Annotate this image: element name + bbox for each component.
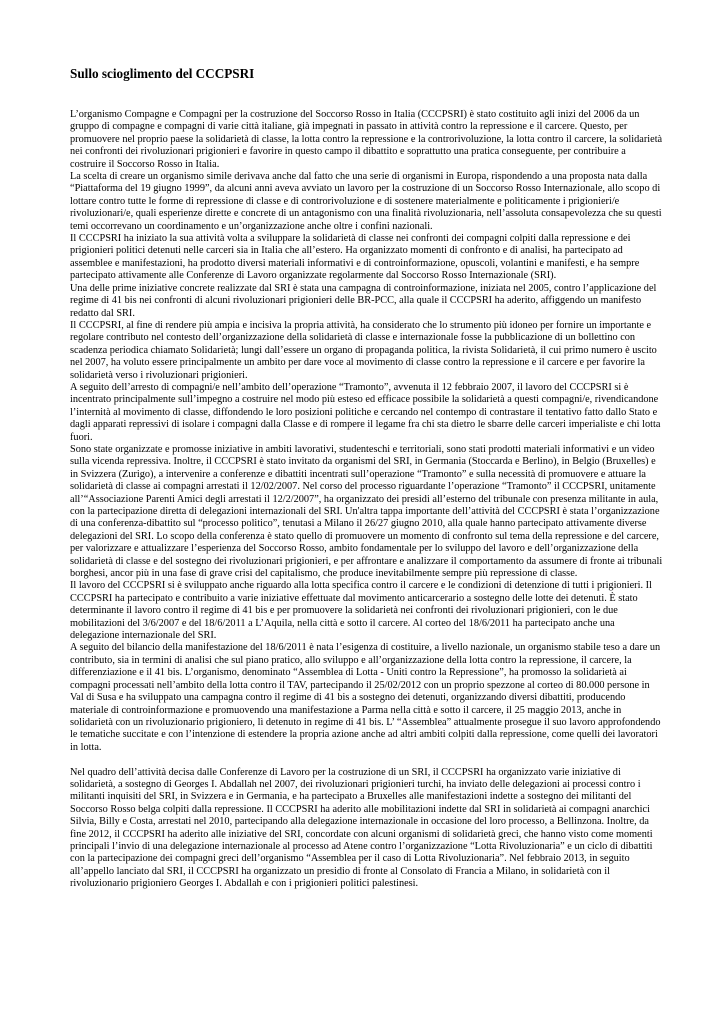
paragraph: L’organismo Compagne e Compagni per la costruzione del Soccorso Rosso in Italia (CCCPSRI) è stato costituito agli inizi del 2006 da un gruppo di compagne e compagni di varie città italiane, già impegnati in passato in attività contro la repressione e il carcere. Questo, per promuovere nel proprio paese la solidarietà di classe, la lotta contro la repressione e la controrivoluzione, la lotta contro il carcere, la solidarietà nei confronti dei rivoluzionari prigionieri e favorire in questo campo il dibattito e soprattutto una pratica conseguente, per contribuire a costruire il Soccorso Rosso in Italia. (70, 109, 663, 170)
paragraph: Sono state organizzate e promosse iniziative in ambiti lavorativi, studenteschi e territoriali, sono stati prodotti materiali informativi e un video sulla vicenda repressiva. Inoltre, il CCCPSRI è stato invitato da organismi del SRI, in Germania (Stoccarda e Berlino), in Belgio (Bruxelles) e in Svizzera (Zurigo), a intervenire a conferenze e dibattiti incentrati sull’operazione “Tramonto” e sulla necessità di promuovere e attuare la solidarietà di classe ai compagni arrestati il 12/02/2007. Nel corso del processo riguardante l’operazione “Tramonto” il CCCPSRI, unitamente all’“Associazione Parenti Amici degli arrestati il 12/2/2007”, ha organizzato dei presidi all’esterno del tribunale con presenza militante in aula, con la partecipazione diretta di delegazioni internazionali del SRI. Un'altra tappa importante dell’attività del CCCPSRI è stata l’organizzazione di una conferenza-dibattito sul “processo politico”, tenutasi a Milano il 26/27 giugno 2010, alla quale hanno partecipato attivamente diverse delegazioni del SRI. Lo scopo della conferenza è stato quello di promuovere un momento di confronto sul tema della repressione e del carcere, per valorizzare e attualizzare l’esperienza del Soccorso Rosso, ambito fondamentale per lo sviluppo del lavoro e dell’organizzazione della solidarietà di classe e del sostegno dei rivoluzionari prigionieri, e per affrontare e analizzare il comportamento da assumere di fronte ai tribunali borghesi, ancor più in una fase di grave crisi del capitalismo, che produce inevitabilmente sempre più repressione di classe. (70, 443, 663, 580)
paragraph: Il CCCPSRI, al fine di rendere più ampia e incisiva la propria attività, ha considerato che lo strumento più idoneo per fornire un importante e regolare contributo nel contesto dell’organizzazione della solidarietà di classe e internazionale fosse la pubblicazione di un bollettino con scadenza periodica chiamato Solidarietà; lungi dall’essere un organo di propaganda politica, la rivista Solidarietà, il cui primo numero è uscito nel 2007, ha voluto essere principalmente un ambito per dare voce al movimento di classe contro la repressione e il carcere e per favorire la solidarietà verso i rivoluzionari prigionieri. (70, 319, 657, 381)
document-body (70, 109, 664, 891)
paragraph: La scelta di creare un organismo simile derivava anche dal fatto che una serie di organismi in Europa, rispondendo a una proposta nata dalla “Piattaforma del 19 giugno 1999”, da alcuni anni aveva avviato un lavoro per la costruzione di un Soccorso Rosso Internazionale, allo scopo di lottare contro tutte le forme di repressione di classe e di controrivoluzione e di sostenere materialmente e politicamente i prigionieri/e rivoluzionari/e, quali esperienze dirette e concrete di un antagonismo con una finalità rivoluzionaria, nell’assoluta consapevolezza che su questi temi occorrevano un coordinamento e un’organizzazione anche oltre i confini nazionali. (70, 171, 662, 232)
document-title: Sullo scioglimento del CCCPSRI (70, 66, 255, 81)
paragraph: A seguito del bilancio della manifestazione del 18/6/2011 è nata l’esigenza di costituire, a livello nazionale, un organismo stabile teso a dare un contributo, sia in termini di analisi che sul piano pratico, allo sviluppo e all’organizzazione della lotta contro la repressione, il carcere, la differenziazione e il 41 bis. L’organismo, denominato “Assemblea di Lotta - Uniti contro la Repressione”, ha promosso la solidarietà ai compagni processati nell’ambito della lotta contro il TAV, partecipando il 25/02/2012 con un proprio spezzone al corteo di 80.000 persone in Val di Susa e ha sviluppato una campagna contro il regime di 41 bis a sostegno dei detenuti, organizzando diversi dibattiti, producendo materiale di controinformazione e promuovendo una manifestazione a Parma nella città e sotto il carcere, il 25 maggio 2013, anche in solidarietà con un rivoluzionario prigioniero, lì detenuto in regime di 41 bis. L’ “Assemblea” attualmente prosegue il suo lavoro approfondendo le tematiche succitate e con l’intenzione di estendere la propria azione anche ad altri ambiti colpiti dalla repressione, come quelli dei lavoratori in lotta. (70, 642, 661, 753)
paragraph: Una delle prime iniziative concrete realizzate dal SRI è stata una campagna di controinformazione, iniziata nel 2005, contro l’applicazione del regime di 41 bis nei confronti di alcuni rivoluzionari prigionieri delle BR-PCC, alla quale il CCCPSRI ha aderito, affiggendo un manifesto redatto dal SRI. (70, 282, 657, 319)
paragraph: A seguito dell’arresto di compagni/e nell’ambito dell’operazione “Tramonto”, avvenuta il 12 febbraio 2007, il lavoro del CCCPSRI si è incentrato principalmente sull’impegno a costruire nel modo più esteso ed efficace possibile la solidarietà a questi compagni/e, rivendicandone l’internità al movimento di classe, diffondendo le loro posizioni politiche e cercando nel contempo di contrastare il tentativo fatto dallo Stato e dagli apparati repressivi di isolare i compagni dalla Classe e di rompere il legame fra chi sta dietro le sbarre delle carceri imperialiste e chi lotta fuori. (70, 381, 661, 443)
paragraph: Il lavoro del CCCPSRI si è sviluppato anche riguardo alla lotta specifica contro il carcere e le condizioni di detenzione di tutti i prigionieri. Il CCCPSRI ha partecipato e contribuito a varie iniziative effettuate dal movimento anticarcerario a sostegno delle lotte dei detenuti. È stato determinante il lavoro contro il regime di 41 bis e per promuovere la solidarietà nei confronti dei rivoluzionari prigionieri, con le due mobilitazioni del 3/6/2007 e del 18/6/2011 a L’Aquila, nella città e sotto il carcere. Al corteo del 18/6/2011 ha partecipato anche una delegazione internazionale del SRI. (70, 580, 652, 642)
paragraph: Il CCCPSRI ha iniziato la sua attività volta a sviluppare la solidarietà di classe nei confronti dei compagni colpiti dalla repressione e dei prigionieri politici detenuti nelle carceri sia in Italia che all’estero. Ha organizzato momenti di confronto e di analisi, ha partecipato ad assemblee e manifestazioni, ha prodotto diversi materiali informativi e di controinformazione, opuscoli, volantini e manifesti, e ha sempre partecipato attivamente alle Conferenze di Lavoro organizzate regolarmente dal Soccorso Rosso Internazionale (SRI). (70, 233, 640, 282)
paragraph: Nel quadro dell’attività decisa dalle Conferenze di Lavoro per la costruzione di un SRI, il CCCPSRI ha organizzato varie iniziative di solidarietà, a sostegno di Georges I. Abdallah nel 2007, dei rivoluzionari prigionieri turchi, ha inviato delle delegazioni ai processi contro i militanti inquisiti del SRI, in Svizzera e in Germania, e ha partecipato a Bruxelles alle manifestazioni indette a sostegno dei militanti del Soccorso Rosso belga colpiti dalla repressione. Il CCCPSRI ha aderito alle mobilitazioni indette dal SRI in solidarietà ai compagni anarchici Silvia, Billy e Costa, arrestati nel 2010, partecipando alla delegazione internazionale in occasione del loro processo, a Bellinzona. Inoltre, da fine 2012, il CCCPSRI ha aderito alle iniziative del SRI, concordate con alcuni organismi di solidarietà greci, che hanno visto come momenti principali l’invio di una delegazione internazionale al processo ad Atene contro l’organizzazione “Lotta Rivoluzionaria” e un ciclo di dibattiti con la partecipazione dei compagni greci dell’organismo “Assemblea per il caso di Lotta Rivoluzionaria”. Nel febbraio 2013, in seguito all’appello lanciato dal SRI, il CCCPSRI ha organizzato un presidio di fronte al Consolato di Francia a Milano, in solidarietà con il rivoluzionario prigioniero Georges I. Abdallah e con i prigionieri politici palestinesi. (70, 766, 653, 890)
